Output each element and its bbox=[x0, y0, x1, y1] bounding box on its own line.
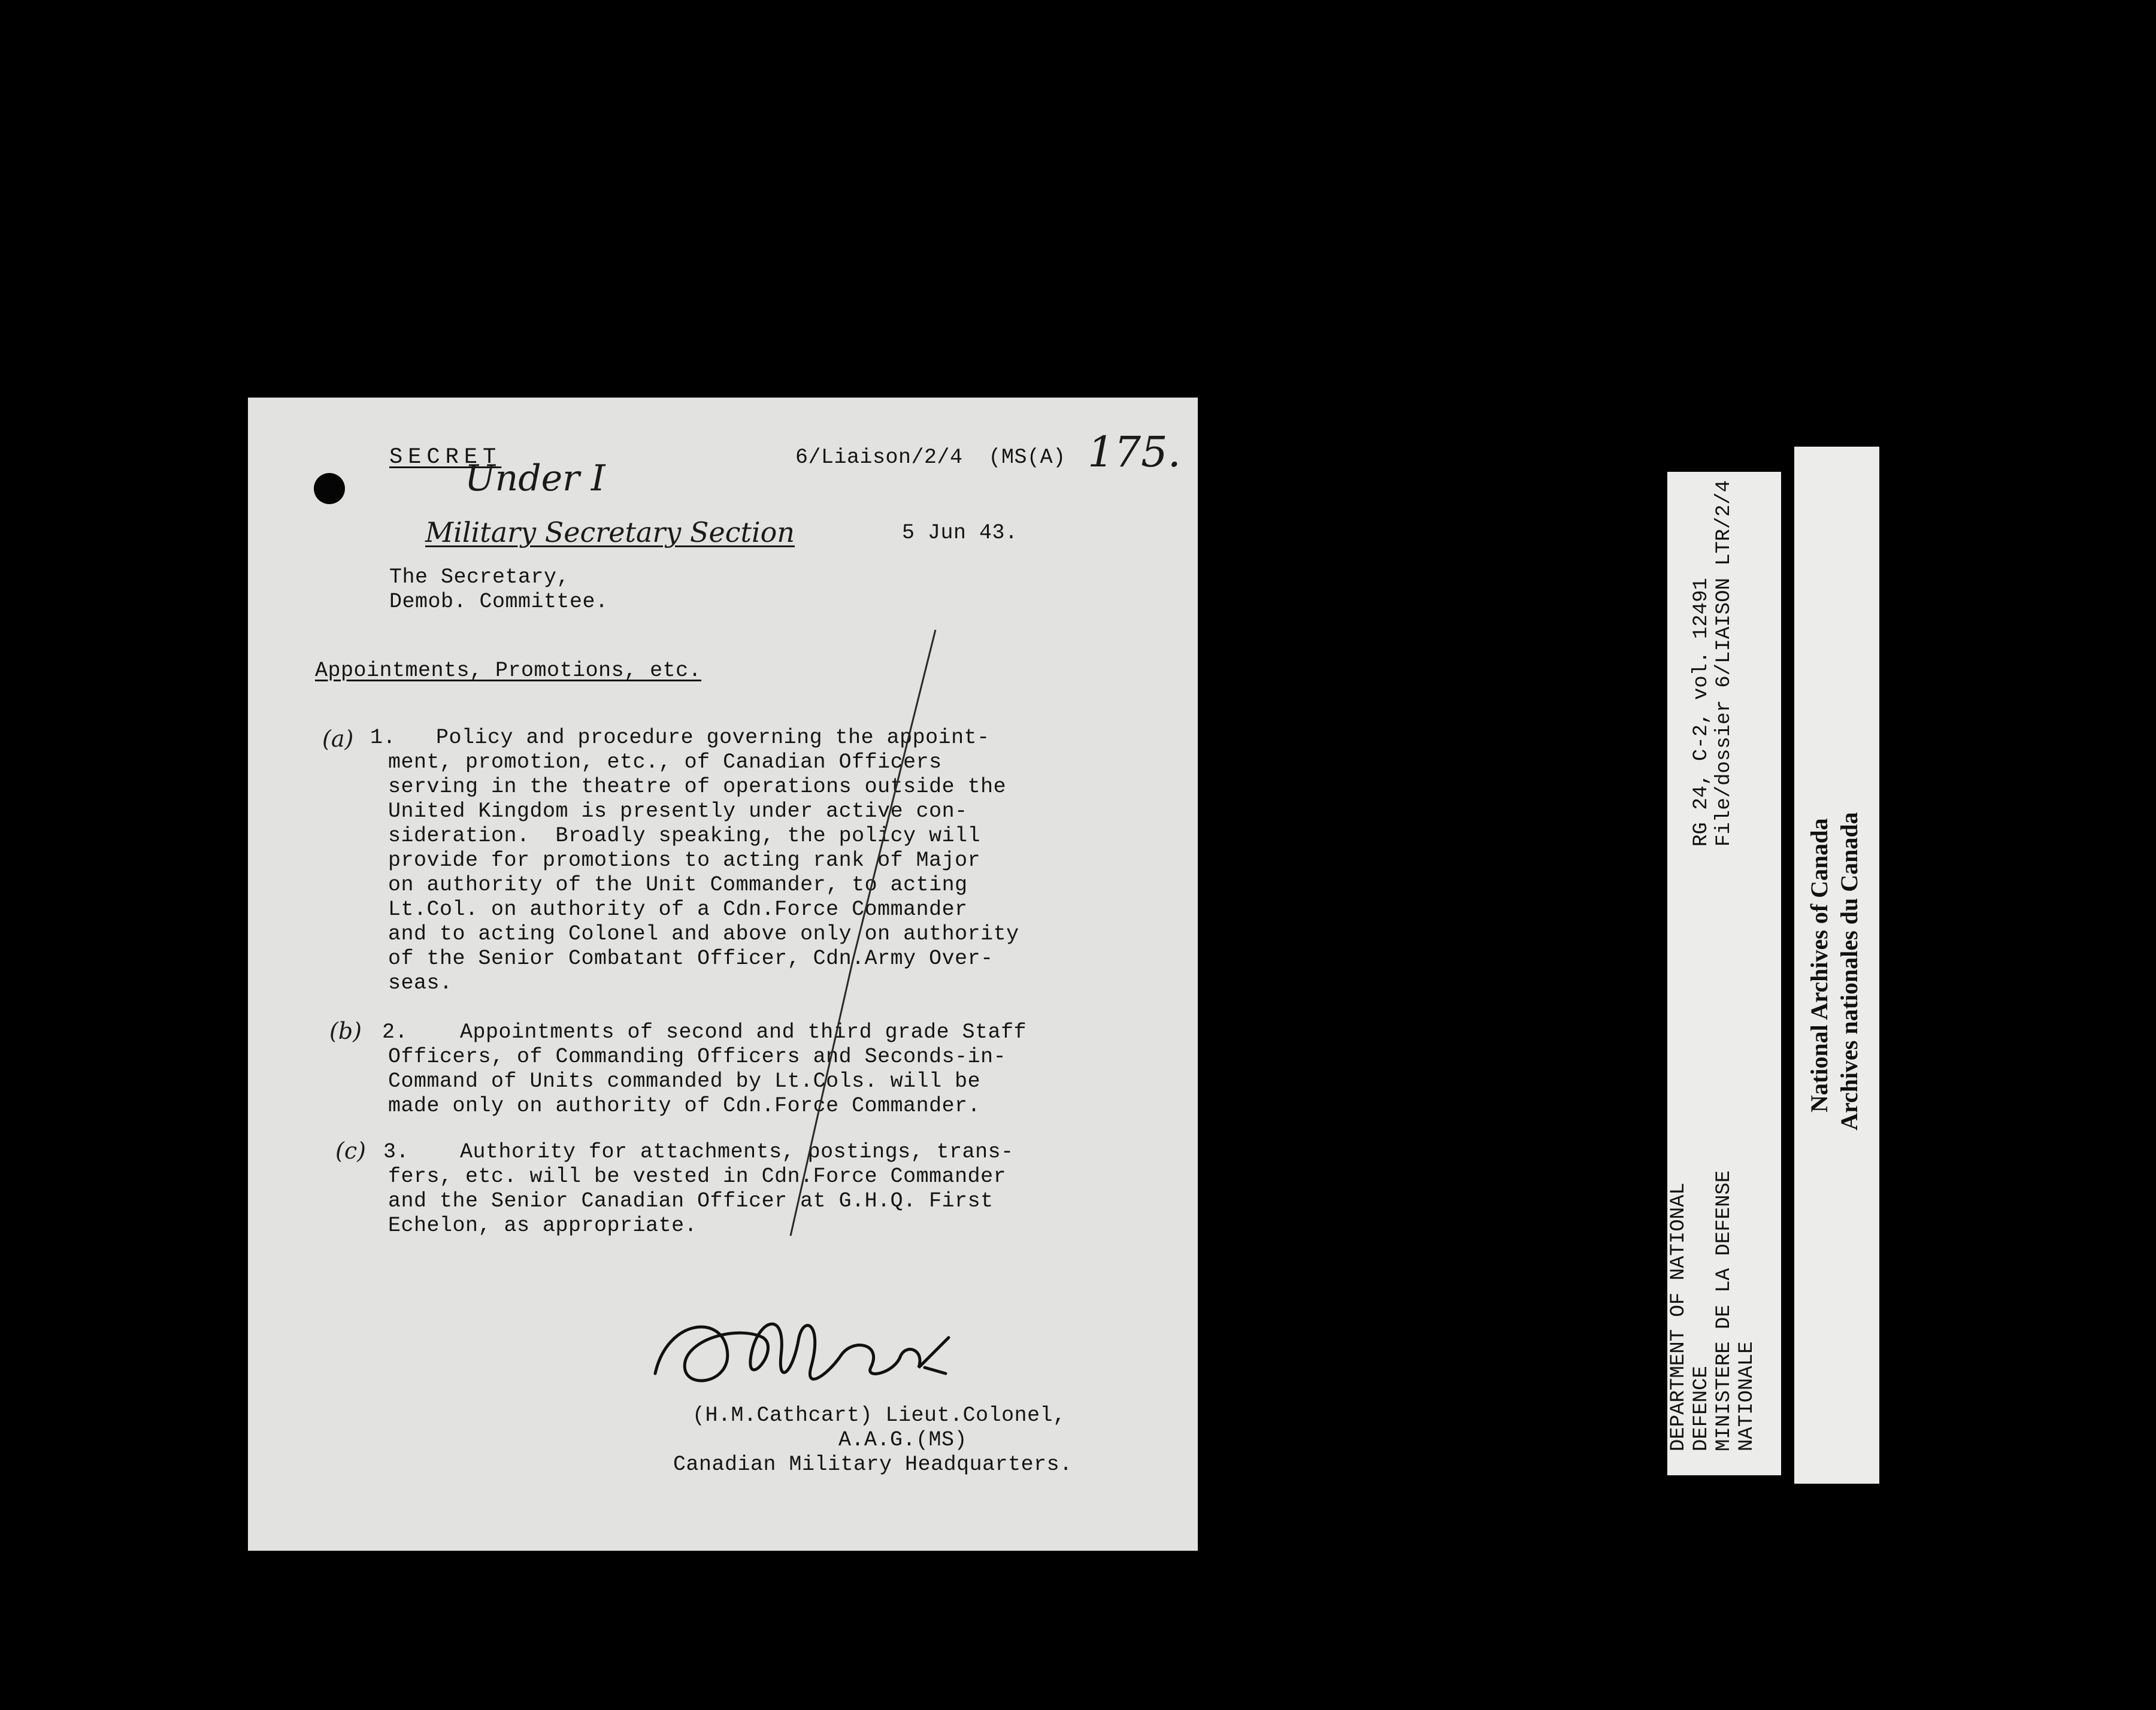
paragraph-line: seas. bbox=[388, 971, 453, 995]
handwritten-under-note: Under I bbox=[465, 457, 605, 499]
department-line: NATIONALE bbox=[1736, 1341, 1758, 1451]
paragraph-line: Officers, of Commanding Officers and Seconds-in- bbox=[388, 1045, 1007, 1069]
signatory-org: Canadian Military Headquarters. bbox=[673, 1453, 1073, 1476]
paragraph-line: Lt.Col. on authority of a Cdn.Force Commander bbox=[388, 898, 968, 921]
addressee-line-1: The Secretary, bbox=[389, 565, 570, 589]
archive-reference-stamp bbox=[1667, 472, 1781, 1475]
department-line: DEPARTMENT OF NATIONAL bbox=[1667, 1183, 1690, 1451]
signatory-title: A.A.G.(MS) bbox=[838, 1428, 968, 1452]
addressee-line-2: Demob. Committee. bbox=[389, 590, 608, 614]
archive-reference: RG 24, C-2, vol. 12491 bbox=[1690, 578, 1713, 847]
paragraph-line: United Kingdom is presently under active con- bbox=[388, 799, 968, 823]
document-page bbox=[248, 398, 1198, 1551]
letter-date: 5 Jun 43. bbox=[902, 521, 1018, 545]
archives-name-french: Archives nationales du Canada bbox=[1836, 812, 1863, 1130]
paragraph-line: Appointments of second and third grade Staff bbox=[460, 1020, 1027, 1044]
national-archives-label bbox=[1794, 447, 1879, 1484]
paragraph-line: on authority of the Unit Commander, to acting bbox=[388, 873, 968, 897]
paragraph-number: 1. bbox=[370, 726, 396, 750]
paragraph-line: of the Senior Combatant Officer, Cdn.Army Over- bbox=[388, 947, 994, 971]
paragraph-line: Command of Units commanded by Lt.Cols. will be bbox=[388, 1069, 981, 1093]
archive-file-number: File/dossier 6/LIAISON LTR/2/4 bbox=[1713, 480, 1736, 847]
paragraph-line: Authority for attachments, postings, trans- bbox=[460, 1140, 1014, 1164]
paragraph-line: serving in the theatre of operations outside the bbox=[388, 775, 1007, 799]
paragraph-line: provide for promotions to acting rank of Major bbox=[388, 848, 981, 872]
handwritten-section-note: Military Secretary Section bbox=[425, 516, 795, 548]
paragraph-line: Policy and procedure governing the appoint- bbox=[436, 726, 990, 750]
subject-heading: Appointments, Promotions, etc. bbox=[315, 659, 702, 683]
margin-mark-b: (b) bbox=[329, 1018, 362, 1044]
paragraph-number: 2. bbox=[382, 1020, 408, 1044]
paragraph-line: sideration. Broadly speaking, the policy will bbox=[388, 824, 981, 848]
paragraph-line: ment, promotion, etc., of Canadian Officers bbox=[388, 750, 942, 774]
signatory-name: (H.M.Cathcart) Lieut.Colonel, bbox=[692, 1403, 1066, 1427]
paragraph-line: made only on authority of Cdn.Force Commander. bbox=[388, 1094, 981, 1118]
file-reference: 6/Liaison/2/4 (MS(A) bbox=[795, 445, 1066, 469]
margin-mark-c: (c) bbox=[335, 1138, 366, 1164]
margin-mark-a: (a) bbox=[322, 726, 354, 752]
department-line: MINISTERE DE LA DEFENSE bbox=[1713, 1170, 1736, 1451]
paragraph-line: fers, etc. will be vested in Cdn.Force Commander bbox=[388, 1165, 1007, 1188]
classification-heading: SECRET bbox=[389, 445, 502, 470]
archives-name-english: National Archives of Canada bbox=[1806, 818, 1833, 1112]
paragraph-number: 3. bbox=[383, 1140, 410, 1164]
paragraph-line: and the Senior Canadian Officer at G.H.Q. First bbox=[388, 1189, 994, 1213]
paragraph-line: and to acting Colonel and above only on authority bbox=[388, 922, 1019, 946]
signature bbox=[643, 1302, 955, 1415]
paragraph-line: Echelon, as appropriate. bbox=[388, 1214, 698, 1238]
folio-number: 175. bbox=[1088, 428, 1181, 477]
department-line: DEFENCE bbox=[1690, 1366, 1713, 1451]
